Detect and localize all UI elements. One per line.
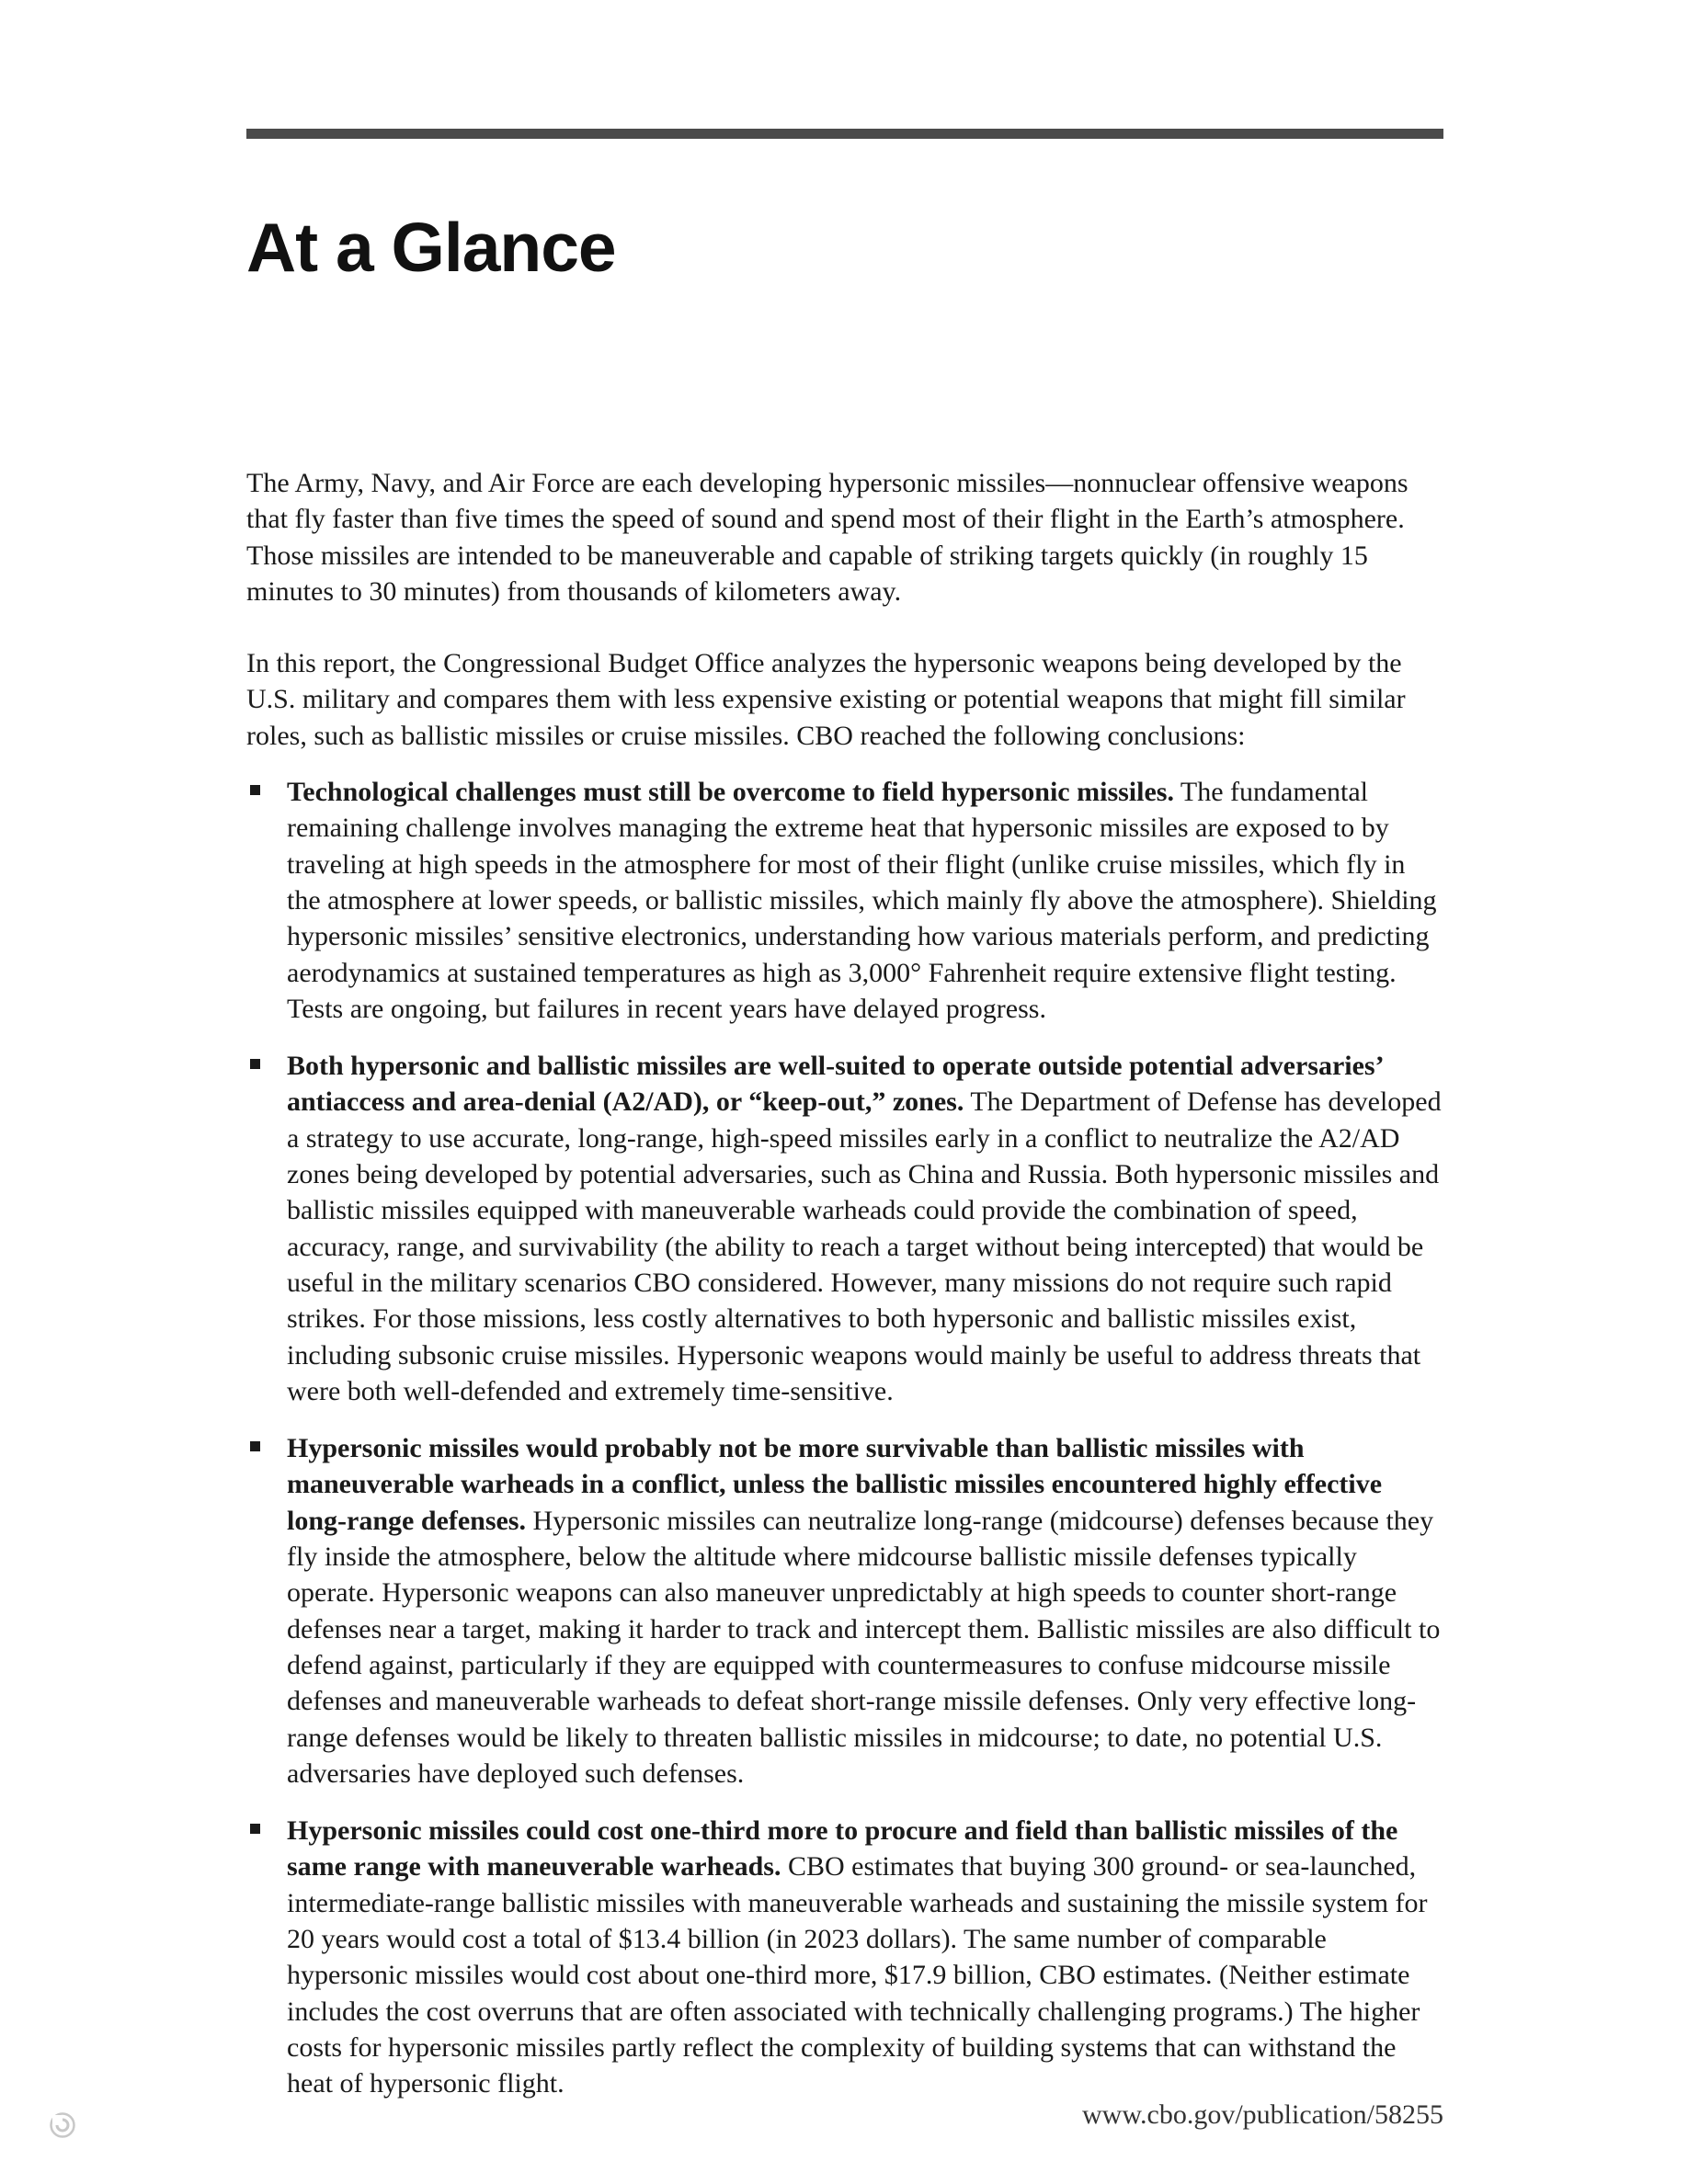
footer-publication-link[interactable]: www.cbo.gov/publication/58255: [1081, 2099, 1443, 2130]
finding-item: [246, 1048, 1443, 1409]
finding-text: CBO estimates that buying 300 ground- or sea-launched, intermediate-range ballistic missiles with maneuverable warheads and sustaining the missile system for 20 years would cost a total of $13.4 billion (in 2023 dollars). The same number of comparable hypersonic missiles would cost about one-third more, $17.9 billion, CBO estimates. (Neither estimate includes the cost overruns that are often associated with technically challenging programs.) The higher costs for hypersonic missiles partly reflect the complexity of building systems that can withstand the heat of hypersonic flight.: [287, 1851, 1428, 2099]
bullet-square-icon: [250, 1441, 260, 1451]
finding-lead: Hypersonic missiles could cost one-third more to procure and field than ballistic missiles of the same range with maneuverable warheads.: [287, 1815, 1398, 1883]
finding-lead: Hypersonic missiles would probably not be more survivable than ballistic missiles with maneuverable warheads in a conflict, unless the ballistic missiles encountered highly effective long-range defenses.: [287, 1433, 1383, 1536]
bullet-square-icon: [250, 1059, 260, 1069]
main-content: [246, 465, 1443, 2122]
bullet-square-icon: [250, 1824, 260, 1834]
cbo-logo-icon: [50, 2112, 75, 2138]
top-rule: [246, 129, 1443, 139]
finding-text: Hypersonic missiles can neutralize long-range (midcourse) defenses because they fly inside the atmosphere, below the altitude where midcourse ballistic missile defenses typically operate. Hypersonic weapons can also maneuver unpredictably at high speeds to counter short-range defenses near a target, making it harder to track and intercept them. Ballistic missiles are also difficult to defend against, particularly if they are equipped with countermeasures to confuse midcourse missile defenses and maneuverable warheads to defeat short-range missile defenses. Only very effective long-range defenses would be likely to threaten ballistic missiles in midcourse; to date, no potential U.S. adversaries have deployed such defenses.: [287, 1505, 1441, 1789]
intro-paragraph: The Army, Navy, and Air Force are each developing hypersonic missiles—nonnuclear offensive weapons that fly faster than five times the speed of sound and spend most of their flight in the Earth’s atmosphere. Those missiles are intended to be maneuverable and capable of striking targets quickly (in roughly 15 minutes to 30 minutes) from thousands of kilometers away.: [246, 468, 1409, 607]
finding-text: The Department of Defense has developed a strategy to use accurate, long-range, high-speed missiles early in a conflict to neutralize the A2/AD zones being developed by potential adversaries, such as China and Russia. Both hypersonic missiles and ballistic missiles equipped with maneuverable warheads could provide the combination of speed, accuracy, range, and survivability (the ability to reach a target without being intercepted) that would be useful in the military scenarios CBO considered. However, many missions do not require such rapid strikes. For those missions, less costly alternatives to both hypersonic and ballistic missiles exist, including subsonic cruise missiles. Hypersonic weapons would mainly be useful to address threats that were both well-defended and extremely time-sensitive.: [287, 1086, 1442, 1406]
findings-list: [246, 774, 1443, 2101]
finding-text: The fundamental remaining challenge involves managing the extreme heat that hypersonic missiles are exposed to by traveling at high speeds in the atmosphere for most of their flight (unlike cruise missiles, which fly in the atmosphere at lower speeds, or ballistic missiles, which mainly fly above the atmosphere). Shielding hypersonic missiles’ sensitive electronics, understanding how various materials perform, and predicting aerodynamics at sustained temperatures as high as 3,000° Fahrenheit require extensive flight testing. Tests are ongoing, but failures in recent years have delayed progress.: [287, 777, 1437, 1024]
finding-lead: Technological challenges must still be overcome to field hypersonic missiles.: [287, 777, 1174, 808]
finding-item: [246, 1430, 1443, 1792]
intro-paragraph: In this report, the Congressional Budget Office analyzes the hypersonic weapons being developed by the U.S. military and compares them with less expensive existing or potential weapons that might fill similar roles, such as ballistic missiles or cruise missiles. CBO reached the following conclusions:: [246, 648, 1406, 751]
finding-lead: Both hypersonic and ballistic missiles are well-suited to operate outside potential adversaries’ antiaccess and area-denial (A2/AD), or “keep-out,” zones.: [287, 1051, 1383, 1118]
bullet-square-icon: [250, 785, 260, 795]
finding-item: [246, 1813, 1443, 2101]
page-title: At a Glance: [246, 209, 616, 286]
finding-item: [246, 774, 1443, 1027]
